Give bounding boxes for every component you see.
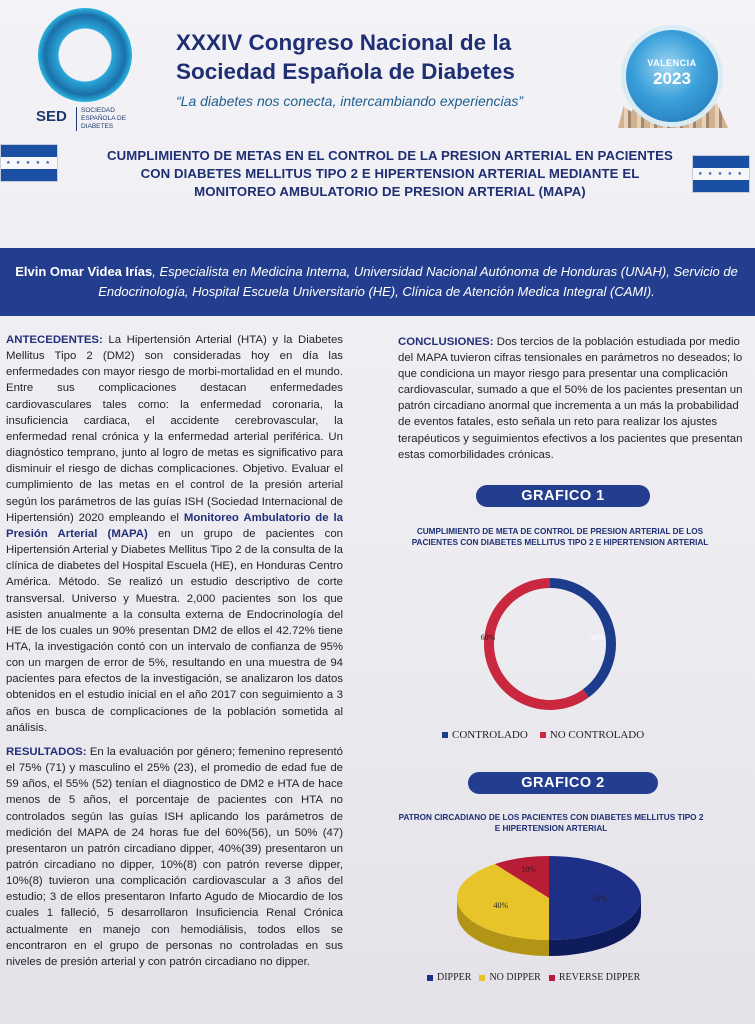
antecedentes-bold: Monitoreo Ambulatorio de la Presión Arterial (MAPA) bbox=[6, 511, 343, 540]
study-title: CUMPLIMIENTO DE METAS EN EL CONTROL DE LA PRESION ARTERIAL EN PACIENTES CON DIABETES MELLITUS TIPO 2 E HIPERTENSION ARTERIAL MEDIANTE EL MONITOREO AMBULATORIO DE PRESION ARTERIAL (MAPA) bbox=[107, 148, 673, 199]
legend-label: DIPPER bbox=[437, 972, 472, 983]
data-label: 40% bbox=[590, 633, 606, 642]
data-label: 10% bbox=[521, 865, 536, 875]
legend-swatch bbox=[549, 975, 555, 981]
author-name: Elvin Omar Videa Irías bbox=[15, 264, 153, 279]
graph1-label: GRAFICO 1 bbox=[476, 485, 650, 507]
chart1-donut bbox=[470, 570, 630, 718]
resultados-heading: RESULTADOS: bbox=[6, 745, 87, 758]
data-label: 50% bbox=[592, 894, 607, 903]
honduras-flag-icon: ★ ★ ★ ★ ★ bbox=[0, 144, 58, 182]
antecedentes-text-b: en un grupo de pacientes con Hipertensión Arterial y Diabetes Mellitus Tipo 2 de la consulta de la clínica de diabetes del Hospital Escuela (HE), en Honduras Centro América. Método. Se realizó un estudio descriptivo de corte transversal. Universo y Muestra. 2,000 pacientes son los que asisten anualmente a la consulta externa de Endocrinología del HE de los cuales un 90% presentan DM2 de ellos el 42.72% tiene HTA, la investigación contó con un intervalo de confianza de 95% con un margen de error de 5%, resultando en una muestra de 94 pacientes para efectos de la investigación, se analizaron los datos obtenidos en el estudio inicial en el año 2017 con seguimiento a 3 años en busca de complicaciones de la población sometida al análisis. bbox=[6, 527, 343, 734]
legend-label: CONTROLADO bbox=[452, 729, 528, 741]
legend-label: NO CONTROLADO bbox=[549, 729, 645, 741]
legend-swatch bbox=[540, 732, 546, 738]
chart2-pie bbox=[446, 848, 652, 966]
legend-item-controlado bbox=[442, 729, 528, 741]
legend-swatch bbox=[479, 975, 485, 981]
antecedentes-heading: ANTECEDENTES: bbox=[6, 334, 103, 346]
chart1-legend bbox=[442, 729, 644, 741]
valencia-2023-badge bbox=[626, 30, 718, 122]
sed-logo-name: SED bbox=[36, 108, 67, 125]
legend-label: REVERSE DIPPER bbox=[558, 972, 641, 983]
donut-slice-controlado bbox=[550, 578, 616, 697]
left-column bbox=[6, 332, 343, 978]
antecedentes-section bbox=[6, 332, 343, 736]
chart2-title: PATRON CIRCADIANO DE LOS PACIENTES CON DIABETES MELLITUS TIPO 2 E HIPERTENSION ARTERIAL bbox=[398, 813, 704, 833]
sed-logo-subtitle: SOCIEDAD ESPAÑOLA DE DIABETES bbox=[76, 107, 146, 131]
badge-year: 2023 bbox=[653, 69, 691, 88]
legend-label: NO DIPPER bbox=[489, 972, 541, 983]
antecedentes-text-a: La Hipertensión Arterial (HTA) y la Diabetes Mellitus Tipo 2 (DM2) son consideradas hoy en día las enfermedades con mayor riesgo de morbi-mortalidad en el mundo. Entre sus complicaciones destacan enfermedades cardiovasculares tales como: la enfermedad coronaria, la insuficiencia cardiaca, el accidente cerebrovascular, la enfermedad renal crónica y la enfermedad arterial periférica. Un diagnóstico temprano, junto al logro de metas es significativo para disminuir el riesgo de dichas complicaciones. Objetivo. Evaluar el cumplimiento de las metas en el control de la presión arterial según los parámetros de las guías ISH (Sociedad Internacional de Hipertensión) 2020 empleando el bbox=[6, 334, 343, 524]
honduras-flag-icon: ★ ★ ★ ★ ★ bbox=[692, 155, 750, 193]
conclusiones-text: Dos tercios de la población estudiada por medio del MAPA tuvieron cifras tensionales en parámetros no deseados; lo que condiciona un mayor riesgo para presentar una complicación cardiovascular, sumado a que el 50% de los pacientes presentan un patrón circadiano anormal que incrementa a un más la probabilidad de eventos fatales, esto señala un reto para realizar los ajustes terapéuticos y seguimientos efectivos a los pacientes que presentan estas comorbilidades crónicas. bbox=[398, 336, 743, 461]
data-label: 40% bbox=[493, 901, 509, 911]
resultados-text: En la evaluación por género; femenino representó el 75% (71) y masculino el 25% (23), el promedio de edad fue de 59 años, el 55% (52) tenían el diagnostico de DM2 e HTA de hace menos de 5 años, el porcentaje de pacientes con HTA no controlados según las guías ISH aplicando los parámetros de medición del MAPA de 24 horas fue del 60%(56), un 50% (47) presentaron un patrón circadiano dipper, 40%(39) presentaron un patrón circadiano no dipper, 10%(8) con patrón reverse dipper, 10%(8) tuvieron una complicación cardiovascular a 3 años del estudio; 3 de ellos presentaron Infarto Agudo de Miocardio de los cuales 1 falleció, 5 desarrollaron Insuficiencia Renal Crónica actualmente en manejo con hemodiálisis, todos ellos se encontraron en el grupo de personas no controladas en sus niveles de presión arterial y con patrón circadiano no dipper. bbox=[6, 745, 343, 968]
chart1-title: CUMPLIMIENTO DE META DE CONTROL DE PRESION ARTERIAL DE LOS PACIENTES CON DIABETES MELLITUS TIPO 2 E HIPERTENSION ARTERIAL bbox=[411, 527, 709, 547]
legend-item-dipper bbox=[427, 972, 471, 983]
data-label: 60% bbox=[480, 633, 496, 642]
sed-logo-icon bbox=[38, 8, 132, 102]
resultados-section bbox=[6, 744, 343, 970]
conclusiones-section bbox=[398, 334, 745, 463]
legend-item-reverse-dipper bbox=[549, 972, 640, 983]
donut-slice-no-controlado bbox=[484, 578, 589, 710]
legend-item-no-dipper bbox=[479, 972, 540, 983]
badge-city: VALENCIA bbox=[647, 58, 697, 68]
chart2-legend bbox=[427, 972, 640, 983]
legend-swatch bbox=[442, 732, 448, 738]
conclusiones-heading: CONCLUSIONES: bbox=[398, 336, 494, 348]
author-affiliation: , Especialista en Medicina Interna, Universidad Nacional Autónoma de Honduras (UNAH), Servicio de Endocrinología, Hospital Escuela Universitario (HE), Clínica de Atención Medica Integral (CAMI). bbox=[98, 264, 738, 299]
graph2-label: GRAFICO 2 bbox=[468, 772, 658, 794]
legend-swatch bbox=[427, 975, 433, 981]
congress-title: XXXIV Congreso Nacional de la Sociedad Española de Diabetes bbox=[176, 30, 515, 84]
legend-item-no-controlado bbox=[540, 729, 644, 741]
author-line bbox=[14, 262, 739, 302]
congress-motto: “La diabetes nos conecta, intercambiando experiencias” bbox=[176, 93, 524, 109]
